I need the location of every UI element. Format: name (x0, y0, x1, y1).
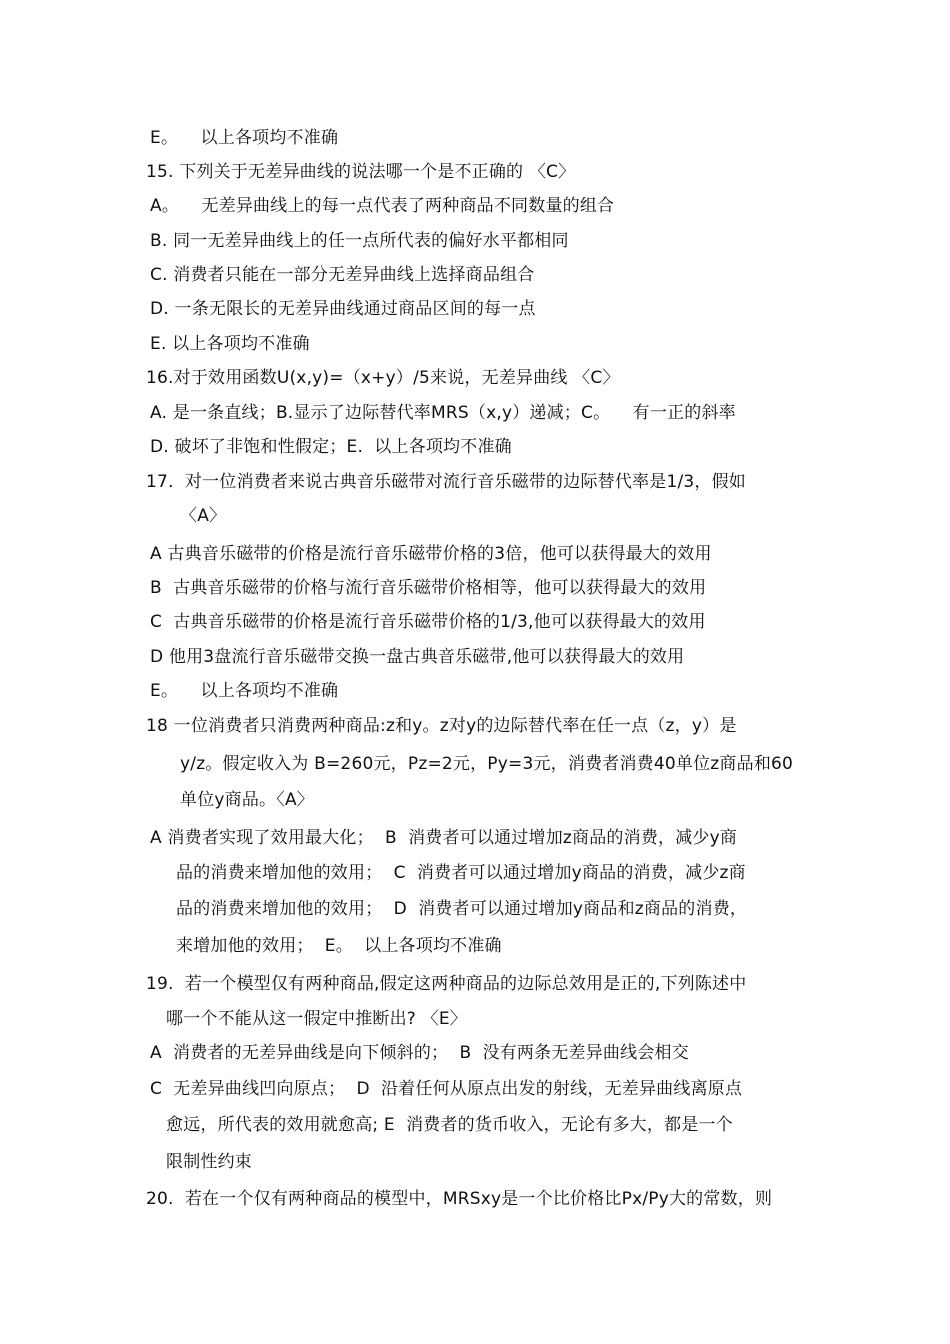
question-17: 17. 对一位消费者来说古典音乐磁带对流行音乐磁带的边际替代率是1/3，假如 (146, 472, 747, 492)
options-line: 限制性约束 (166, 1152, 252, 1172)
options-line: 愈远，所代表的效用就愈高; E 消费者的货币收入，无论有多大，都是一个 (166, 1115, 733, 1135)
options-line: 品的消费来增加他的效用； D 消费者可以通过增加y商品和z商品的消费， (176, 899, 748, 919)
option-d: D. 一条无限长的无差异曲线通过商品区间的每一点 (150, 299, 536, 319)
question-16: 16.对于效用函数U(x,y)=（x+y）/5来说，无差异曲线 〈C〉 (146, 368, 620, 388)
option-a: A。 无差异曲线上的每一点代表了两种商品不同数量的组合 (150, 196, 615, 216)
question-15: 15. 下列关于无差异曲线的说法哪一个是不正确的 〈C〉 (146, 162, 576, 182)
question-19: 19. 若一个模型仅有两种商品,假定这两种商品的边际总效用是正的,下列陈述中 (146, 974, 747, 994)
options-a-c: A. 是一条直线；B.显示了边际替代率MRS（x,y）递减；C。 有一正的斜率 (150, 403, 736, 423)
option-c: C. 消费者只能在一部分无差异曲线上选择商品组合 (150, 265, 535, 285)
option-c: C 古典音乐磁带的价格是流行音乐磁带价格的1/3,他可以获得最大的效用 (150, 612, 706, 632)
options-line: 品的消费来增加他的效用； C 消费者可以通过增加y商品的消费，减少z商 (176, 863, 746, 883)
options-d-e: D. 破坏了非饱和性假定；E. 以上各项均不准确 (150, 437, 512, 457)
option-b: B. 同一无差异曲线上的任一点所代表的偏好水平都相同 (150, 231, 569, 251)
options-line: A 消费者实现了效用最大化； B 消费者可以通过增加z商品的消费，减少y商 (150, 828, 738, 848)
option-d: D 他用3盘流行音乐磁带交换一盘古典音乐磁带,他可以获得最大的效用 (150, 647, 685, 667)
text-line: E。 以上各项均不准确 (150, 128, 339, 148)
question-18-cont: y/z。假定收入为 B=260元，Pz=2元，Py=3元，消费者消费40单位z商品和60 (180, 754, 794, 774)
question-20: 20. 若在一个仅有两种商品的模型中，MRSxy是一个比价格比Px/Py大的常数，则 (146, 1189, 773, 1209)
options-line: C 无差异曲线凹向原点； D 沿着任何从原点出发的射线，无差异曲线离原点 (150, 1079, 743, 1099)
option-e: E。 以上各项均不准确 (150, 681, 339, 701)
option-e: E. 以上各项均不准确 (150, 334, 310, 354)
question-19-cont: 哪一个不能从这一假定中推断出? 〈E〉 (166, 1009, 467, 1029)
options-line: A 消费者的无差异曲线是向下倾斜的； B 没有两条无差异曲线会相交 (150, 1043, 689, 1063)
question-18-cont: 单位y商品。〈A〉 (180, 790, 314, 810)
option-a: A 古典音乐磁带的价格是流行音乐磁带价格的3倍，他可以获得最大的效用 (150, 544, 712, 564)
option-b: B 古典音乐磁带的价格与流行音乐磁带价格相等，他可以获得最大的效用 (150, 578, 707, 598)
answer-marker: 〈A〉 (180, 506, 227, 526)
options-line: 来增加他的效用； E。 以上各项均不准确 (176, 936, 502, 956)
question-18: 18 一位消费者只消费两种商品:z和y。z对y的边际替代率在任一点（z，y）是 (146, 716, 737, 736)
